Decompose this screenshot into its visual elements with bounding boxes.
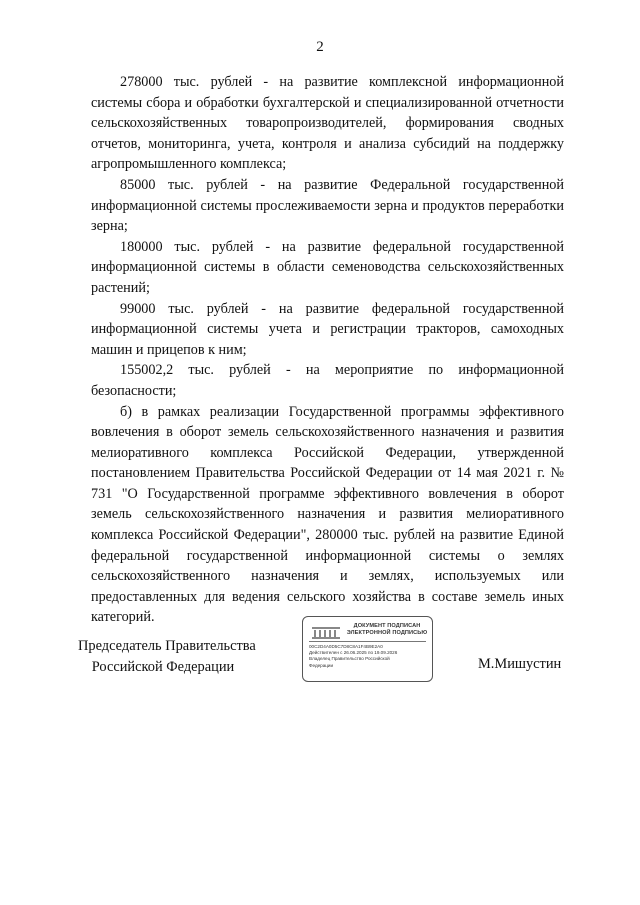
stamp-certificate: 00C2D4A0D5C7D8C8A1F4B9E2A0 xyxy=(309,644,383,649)
paragraph-land-program: б) в рамках реализации Государственной программы эффективного вовлечения в оборот земель сельскохозяйственного назначения и развития мелиоративного комплекса Российской Федерации, утвержденной постановлением Правительства Российской Федерации от 14 мая 2021 г. № 731 "О Государственной программе эффективного вовлечения в оборот земель сельскохозяйственного назначения и развития мелиоративного комплекса Российской Федерации", 280000 тыс. рублей на развитие Единой федеральной государственной информационной системы о землях сельскохозяйственного назначения и землях, используемых или предоставленных для ведения сельского хозяйства в составе земель иных категорий. xyxy=(91,403,564,626)
stamp-owner-line2: Федерации xyxy=(309,662,334,668)
stamp-owner-line1: Владелец Правительство Российской xyxy=(309,656,390,662)
signatory-name: М.Мишустин xyxy=(478,656,562,672)
signatory-title xyxy=(78,636,256,677)
stamp-divider xyxy=(309,641,426,642)
electronic-signature-stamp xyxy=(302,616,433,682)
stamp-heading-line1: ДОКУМЕНТ ПОДПИСАН xyxy=(353,623,421,629)
paragraph-funding-seed-production: 180000 тыс. рублей - на развитие федеральной государственной информационной системы в области семеноводства сельскохозяйственных растений; xyxy=(91,238,564,296)
paragraph-funding-information-security: 155002,2 тыс. рублей - на мероприятие по информационной безопасности; xyxy=(91,362,564,399)
paragraph-funding-tractor-registration: 99000 тыс. рублей - на развитие федеральной государственной информационной системы учета и регистрации тракторов, самоходных машин и прицепов к ним; xyxy=(91,300,564,358)
stamp-details xyxy=(309,644,429,669)
signatory-title-line1: Председатель Правительства xyxy=(78,638,256,654)
emblem-icon xyxy=(311,625,341,639)
stamp-heading-line2: ЭЛЕКТРОННОЙ ПОДПИСЬЮ xyxy=(346,630,428,636)
stamp-validity: Действителен с 26.06.2025 по 19.09.2026 xyxy=(309,650,398,656)
page-number: 2 xyxy=(316,39,324,55)
stamp-heading xyxy=(345,623,429,637)
signatory-title-line2: Российской Федерации xyxy=(91,658,235,675)
paragraph-funding-accounting-system: 278000 тыс. рублей - на развитие комплексной информационной системы сбора и обработки бухгалтерской и специализированной отчетности сельскохозяйственных товаропроизводителей, формирования сводных отчетов, мониторинга, учета, контроля и анализа субсидий на поддержку агропромышленного комплекса; xyxy=(91,74,564,173)
document-body xyxy=(91,72,564,628)
paragraph-funding-grain-traceability: 85000 тыс. рублей - на развитие Федеральной государственной информационной системы прослеживаемости зерна и продуктов переработки зерна; xyxy=(91,176,564,235)
